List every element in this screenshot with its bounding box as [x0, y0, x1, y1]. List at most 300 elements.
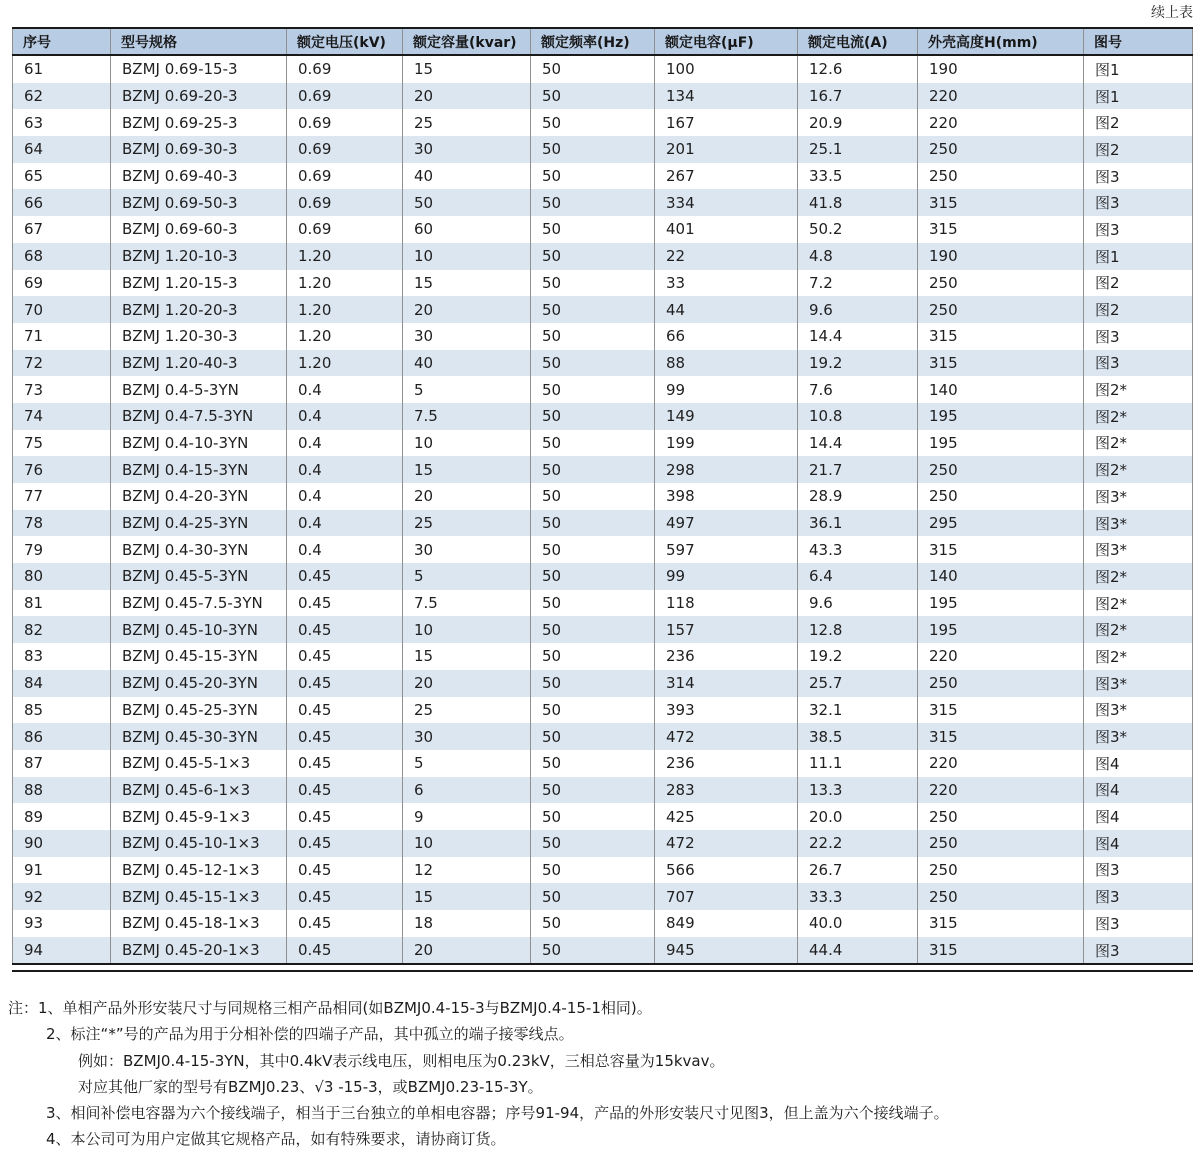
table-cell: BZMJ 0.4-5-3YN: [111, 376, 287, 403]
table-cell: 25: [403, 510, 531, 537]
table-cell: 9: [403, 803, 531, 830]
table-cell: 167: [655, 109, 798, 136]
table-row: [13, 216, 1193, 243]
table-cell: 62: [13, 83, 111, 110]
table-cell: 图3*: [1084, 670, 1193, 697]
table-cell: 72: [13, 350, 111, 377]
table-cell: BZMJ 0.69-60-3: [111, 216, 287, 243]
column-header-shell-height: 外壳高度H(mm): [918, 28, 1084, 55]
table-cell: 50: [531, 243, 655, 270]
table-cell: BZMJ 0.4-10-3YN: [111, 430, 287, 457]
table-cell: 83: [13, 643, 111, 670]
table-cell: 图2*: [1084, 643, 1193, 670]
table-cell: 250: [918, 857, 1084, 884]
table-cell: 0.45: [287, 750, 403, 777]
table-cell: 30: [403, 136, 531, 163]
table-cell: 0.4: [287, 430, 403, 457]
table-cell: 250: [918, 163, 1084, 190]
table-row: [13, 456, 1193, 483]
table-cell: 12: [403, 857, 531, 884]
table-cell: 195: [918, 403, 1084, 430]
table-cell: 250: [918, 136, 1084, 163]
table-cell: BZMJ 0.45-5-3YN: [111, 563, 287, 590]
table-cell: 图2*: [1084, 456, 1193, 483]
table-cell: 315: [918, 937, 1084, 965]
table-cell: 314: [655, 670, 798, 697]
table-cell: 398: [655, 483, 798, 510]
table-cell: 250: [918, 670, 1084, 697]
table-cell: 20: [403, 937, 531, 965]
table-cell: 18: [403, 910, 531, 937]
table-cell: BZMJ 0.45-25-3YN: [111, 697, 287, 724]
table-cell: 82: [13, 616, 111, 643]
table-cell: 1.20: [287, 296, 403, 323]
table-cell: 199: [655, 430, 798, 457]
table-cell: 0.45: [287, 937, 403, 965]
table-row: [13, 323, 1193, 350]
table-cell: 250: [918, 483, 1084, 510]
table-cell: BZMJ 0.45-15-1×3: [111, 883, 287, 910]
table-cell: 190: [918, 55, 1084, 83]
table-cell: 10.8: [798, 403, 918, 430]
table-cell: 149: [655, 403, 798, 430]
table-cell: 50: [531, 189, 655, 216]
table-cell: 68: [13, 243, 111, 270]
table-cell: 50: [531, 323, 655, 350]
table-cell: 60: [403, 216, 531, 243]
table-cell: 图3: [1084, 350, 1193, 377]
table-cell: 15: [403, 55, 531, 83]
table-cell: 50: [531, 643, 655, 670]
table-cell: BZMJ 0.69-15-3: [111, 55, 287, 83]
table-cell: 图2*: [1084, 563, 1193, 590]
table-cell: 78: [13, 510, 111, 537]
table-cell: 40: [403, 163, 531, 190]
note-line: 2、标注“*”号的产品为用于分相补偿的四端子产品，其中孤立的端子接零线点。: [46, 1025, 574, 1044]
table-cell: 220: [918, 777, 1084, 804]
table-cell: 12.6: [798, 55, 918, 83]
column-header-rated-frequency: 额定频率(Hz): [531, 28, 655, 55]
table-cell: 图3: [1084, 189, 1193, 216]
table-cell: 7.6: [798, 376, 918, 403]
table-cell: BZMJ 0.4-25-3YN: [111, 510, 287, 537]
table-cell: 25: [403, 109, 531, 136]
table-cell: 图2*: [1084, 590, 1193, 617]
table-cell: 0.45: [287, 777, 403, 804]
table-row: [13, 643, 1193, 670]
table-cell: 250: [918, 270, 1084, 297]
table-cell: 7.5: [403, 403, 531, 430]
table-cell: 20: [403, 670, 531, 697]
table-cell: BZMJ 0.69-50-3: [111, 189, 287, 216]
table-cell: 0.45: [287, 723, 403, 750]
table-row: [13, 510, 1193, 537]
table-cell: 50: [531, 163, 655, 190]
table-cell: 20.9: [798, 109, 918, 136]
table-cell: 图4: [1084, 777, 1193, 804]
table-cell: 15: [403, 883, 531, 910]
table-cell: 20: [403, 296, 531, 323]
table-cell: 190: [918, 243, 1084, 270]
table-cell: 597: [655, 536, 798, 563]
table-cell: 0.45: [287, 910, 403, 937]
table-cell: BZMJ 0.4-7.5-3YN: [111, 403, 287, 430]
table-cell: 295: [918, 510, 1084, 537]
table-cell: 73: [13, 376, 111, 403]
table-cell: BZMJ 0.4-30-3YN: [111, 536, 287, 563]
table-cell: 50: [531, 510, 655, 537]
table-cell: 21.7: [798, 456, 918, 483]
table-row: [13, 803, 1193, 830]
table-cell: 74: [13, 403, 111, 430]
table-cell: 43.3: [798, 536, 918, 563]
table-cell: 图3: [1084, 323, 1193, 350]
table-cell: 50: [531, 670, 655, 697]
table-cell: 13.3: [798, 777, 918, 804]
table-cell: 0.45: [287, 857, 403, 884]
table-cell: 0.4: [287, 403, 403, 430]
table-cell: 19.2: [798, 350, 918, 377]
table-cell: 250: [918, 883, 1084, 910]
table-cell: 图3*: [1084, 510, 1193, 537]
table-cell: 16.7: [798, 83, 918, 110]
table-cell: 5: [403, 563, 531, 590]
table-cell: 图3*: [1084, 697, 1193, 724]
table-cell: 50: [531, 350, 655, 377]
table-cell: 图1: [1084, 83, 1193, 110]
table-cell: BZMJ 1.20-30-3: [111, 323, 287, 350]
table-cell: BZMJ 1.20-15-3: [111, 270, 287, 297]
table-cell: 0.4: [287, 536, 403, 563]
table-cell: 94: [13, 937, 111, 965]
table-cell: 140: [918, 563, 1084, 590]
table-cell: 图1: [1084, 243, 1193, 270]
table-cell: 250: [918, 456, 1084, 483]
table-cell: 50: [531, 456, 655, 483]
table-cell: 50: [531, 376, 655, 403]
table-cell: 945: [655, 937, 798, 965]
table-cell: 236: [655, 750, 798, 777]
table-cell: 50: [531, 430, 655, 457]
table-cell: 50: [531, 803, 655, 830]
table-cell: 86: [13, 723, 111, 750]
table-cell: 40.0: [798, 910, 918, 937]
table-row: [13, 350, 1193, 377]
table-cell: 50: [531, 616, 655, 643]
table-cell: 566: [655, 857, 798, 884]
table-cell: 10: [403, 430, 531, 457]
table-cell: 20: [403, 83, 531, 110]
table-cell: 0.4: [287, 456, 403, 483]
table-cell: 66: [655, 323, 798, 350]
column-header-rated-current: 额定电流(A): [798, 28, 918, 55]
table-cell: 26.7: [798, 857, 918, 884]
table-cell: 71: [13, 323, 111, 350]
table-cell: 497: [655, 510, 798, 537]
table-cell: 0.4: [287, 510, 403, 537]
table-row: [13, 616, 1193, 643]
column-header-figure-number: 图号: [1084, 28, 1193, 55]
table-cell: BZMJ 1.20-20-3: [111, 296, 287, 323]
continuation-label: 续上表: [1151, 5, 1193, 21]
table-cell: 315: [918, 189, 1084, 216]
table-cell: 283: [655, 777, 798, 804]
table-cell: 92: [13, 883, 111, 910]
table-cell: BZMJ 0.45-18-1×3: [111, 910, 287, 937]
table-cell: 25.1: [798, 136, 918, 163]
table-cell: BZMJ 0.4-20-3YN: [111, 483, 287, 510]
table-cell: 图3: [1084, 937, 1193, 965]
table-cell: 图1: [1084, 55, 1193, 83]
table-cell: BZMJ 0.45-10-3YN: [111, 616, 287, 643]
table-cell: 4.8: [798, 243, 918, 270]
table-cell: 66: [13, 189, 111, 216]
table-cell: 315: [918, 536, 1084, 563]
table-cell: 图2: [1084, 270, 1193, 297]
table-cell: 41.8: [798, 189, 918, 216]
table-cell: 1.20: [287, 243, 403, 270]
table-cell: 44.4: [798, 937, 918, 965]
table-cell: 图4: [1084, 830, 1193, 857]
table-cell: 50: [531, 563, 655, 590]
spec-table: [12, 27, 1193, 965]
column-header-model: 型号规格: [111, 28, 287, 55]
table-cell: BZMJ 0.45-20-1×3: [111, 937, 287, 965]
table-cell: 64: [13, 136, 111, 163]
table-cell: 50: [531, 83, 655, 110]
table-cell: 472: [655, 830, 798, 857]
table-cell: 0.45: [287, 616, 403, 643]
table-cell: 0.45: [287, 643, 403, 670]
table-cell: 12.8: [798, 616, 918, 643]
table-cell: 87: [13, 750, 111, 777]
column-header-serial: 序号: [13, 28, 111, 55]
table-cell: 220: [918, 750, 1084, 777]
table-cell: 69: [13, 270, 111, 297]
table-header-row: [13, 28, 1193, 55]
table-row: [13, 697, 1193, 724]
table-cell: 50.2: [798, 216, 918, 243]
table-cell: 20.0: [798, 803, 918, 830]
table-cell: 77: [13, 483, 111, 510]
table-row: [13, 55, 1193, 83]
table-cell: 图3: [1084, 857, 1193, 884]
table-row: [13, 910, 1193, 937]
table-cell: 100: [655, 55, 798, 83]
table-cell: 93: [13, 910, 111, 937]
table-cell: 图4: [1084, 750, 1193, 777]
note-line: 例如：BZMJ0.4-15-3YN，其中0.4kV表示线电压，则相电压为0.23kV，三相总容量为15kvav。: [78, 1051, 725, 1070]
table-cell: 30: [403, 323, 531, 350]
table-cell: 0.45: [287, 803, 403, 830]
table-row: [13, 536, 1193, 563]
table-cell: 图2*: [1084, 403, 1193, 430]
table-cell: BZMJ 0.4-15-3YN: [111, 456, 287, 483]
table-cell: 图4: [1084, 803, 1193, 830]
table-cell: 图3: [1084, 163, 1193, 190]
table-cell: 67: [13, 216, 111, 243]
table-row: [13, 430, 1193, 457]
column-header-rated-capacitance: 额定电容(μF): [655, 28, 798, 55]
table-cell: 15: [403, 643, 531, 670]
table-bottom-rule: [12, 970, 1193, 972]
table-cell: BZMJ 0.69-20-3: [111, 83, 287, 110]
table-cell: BZMJ 0.45-7.5-3YN: [111, 590, 287, 617]
table-cell: 118: [655, 590, 798, 617]
table-cell: 50: [531, 109, 655, 136]
table-cell: 90: [13, 830, 111, 857]
table-cell: 33: [655, 270, 798, 297]
table-cell: 76: [13, 456, 111, 483]
table-cell: 20: [403, 483, 531, 510]
table-cell: 220: [918, 643, 1084, 670]
table-cell: 50: [531, 403, 655, 430]
table-cell: 81: [13, 590, 111, 617]
table-row: [13, 376, 1193, 403]
table-row: [13, 857, 1193, 884]
table-cell: 50: [531, 270, 655, 297]
table-cell: 50: [531, 216, 655, 243]
table-cell: 99: [655, 376, 798, 403]
table-cell: 图3: [1084, 883, 1193, 910]
table-cell: 0.69: [287, 189, 403, 216]
table-row: [13, 670, 1193, 697]
table-cell: 0.69: [287, 136, 403, 163]
table-row: [13, 723, 1193, 750]
table-cell: 91: [13, 857, 111, 884]
table-cell: 88: [655, 350, 798, 377]
table-cell: 334: [655, 189, 798, 216]
table-cell: 0.45: [287, 697, 403, 724]
table-cell: 0.69: [287, 216, 403, 243]
table-cell: 14.4: [798, 430, 918, 457]
note-line: 对应其他厂家的型号有BZMJ0.23、√3 -15-3，或BZMJ0.23-15-3Y。: [78, 1077, 543, 1096]
table-cell: 315: [918, 910, 1084, 937]
table-cell: 65: [13, 163, 111, 190]
table-cell: 50: [531, 883, 655, 910]
table-cell: 5: [403, 750, 531, 777]
table-cell: 图3*: [1084, 723, 1193, 750]
table-cell: 10: [403, 616, 531, 643]
table-cell: 11.1: [798, 750, 918, 777]
table-cell: BZMJ 0.45-9-1×3: [111, 803, 287, 830]
table-cell: 401: [655, 216, 798, 243]
table-cell: 30: [403, 723, 531, 750]
table-cell: 250: [918, 803, 1084, 830]
table-cell: 472: [655, 723, 798, 750]
table-row: [13, 136, 1193, 163]
table-cell: BZMJ 0.45-15-3YN: [111, 643, 287, 670]
table-cell: 44: [655, 296, 798, 323]
table-cell: 5: [403, 376, 531, 403]
table-cell: 50: [531, 697, 655, 724]
table-row: [13, 590, 1193, 617]
table-cell: 50: [531, 937, 655, 965]
table-cell: 0.4: [287, 376, 403, 403]
table-row: [13, 883, 1193, 910]
table-cell: 50: [531, 136, 655, 163]
table-cell: 1.20: [287, 270, 403, 297]
table-cell: 14.4: [798, 323, 918, 350]
table-cell: BZMJ 1.20-40-3: [111, 350, 287, 377]
table-cell: BZMJ 0.45-5-1×3: [111, 750, 287, 777]
table-cell: BZMJ 0.45-10-1×3: [111, 830, 287, 857]
table-cell: 140: [918, 376, 1084, 403]
table-cell: 0.45: [287, 883, 403, 910]
table-cell: 315: [918, 323, 1084, 350]
table-cell: 85: [13, 697, 111, 724]
table-cell: BZMJ 0.69-40-3: [111, 163, 287, 190]
table-cell: 40: [403, 350, 531, 377]
table-cell: 0.69: [287, 163, 403, 190]
table-cell: 图2*: [1084, 616, 1193, 643]
table-cell: 6: [403, 777, 531, 804]
column-header-rated-capacity: 额定容量(kvar): [403, 28, 531, 55]
table-row: [13, 296, 1193, 323]
table-cell: BZMJ 1.20-10-3: [111, 243, 287, 270]
table-cell: 707: [655, 883, 798, 910]
table-cell: 图3*: [1084, 536, 1193, 563]
table-cell: 19.2: [798, 643, 918, 670]
table-cell: 图2*: [1084, 430, 1193, 457]
table-cell: 75: [13, 430, 111, 457]
note-line: 3、相间补偿电容器为六个接线端子，相当于三台独立的单相电容器；序号91-94，产品的外形安装尺寸见图3，但上盖为六个接线端子。: [46, 1104, 949, 1123]
table-cell: 28.9: [798, 483, 918, 510]
table-cell: 425: [655, 803, 798, 830]
table-cell: 图2: [1084, 109, 1193, 136]
table-cell: BZMJ 0.69-25-3: [111, 109, 287, 136]
table-cell: 134: [655, 83, 798, 110]
table-cell: BZMJ 0.45-30-3YN: [111, 723, 287, 750]
table-cell: 80: [13, 563, 111, 590]
table-cell: 1.20: [287, 323, 403, 350]
table-cell: 50: [531, 910, 655, 937]
table-row: [13, 830, 1193, 857]
column-header-rated-voltage: 额定电压(kV): [287, 28, 403, 55]
table-cell: 0.45: [287, 830, 403, 857]
table-cell: 50: [531, 750, 655, 777]
table-cell: 50: [531, 296, 655, 323]
table-cell: 201: [655, 136, 798, 163]
table-cell: 30: [403, 536, 531, 563]
table-cell: 15: [403, 456, 531, 483]
table-cell: BZMJ 0.45-6-1×3: [111, 777, 287, 804]
table-cell: BZMJ 0.69-30-3: [111, 136, 287, 163]
table-cell: 315: [918, 350, 1084, 377]
table-cell: 1.20: [287, 350, 403, 377]
table-cell: 79: [13, 536, 111, 563]
table-cell: 图3: [1084, 910, 1193, 937]
table-cell: 220: [918, 109, 1084, 136]
table-cell: 9.6: [798, 590, 918, 617]
note-line: 注：1、单相产品外形安装尺寸与同规格三相产品相同(如BZMJ0.4-15-3与BZMJ0.4-15-1相同)。: [8, 999, 652, 1017]
note-line: 4、本公司可为用户定做其它规格产品，如有特殊要求，请协商订货。: [46, 1130, 506, 1149]
table-cell: 89: [13, 803, 111, 830]
table-cell: 0.45: [287, 563, 403, 590]
table-cell: 0.4: [287, 483, 403, 510]
table-cell: 195: [918, 590, 1084, 617]
table-cell: 0.45: [287, 670, 403, 697]
table-cell: 63: [13, 109, 111, 136]
table-cell: 0.69: [287, 83, 403, 110]
table-cell: 50: [531, 590, 655, 617]
table-cell: 849: [655, 910, 798, 937]
table-cell: 50: [531, 830, 655, 857]
table-cell: 220: [918, 83, 1084, 110]
table-cell: 195: [918, 616, 1084, 643]
table-cell: 195: [918, 430, 1084, 457]
table-cell: 315: [918, 697, 1084, 724]
